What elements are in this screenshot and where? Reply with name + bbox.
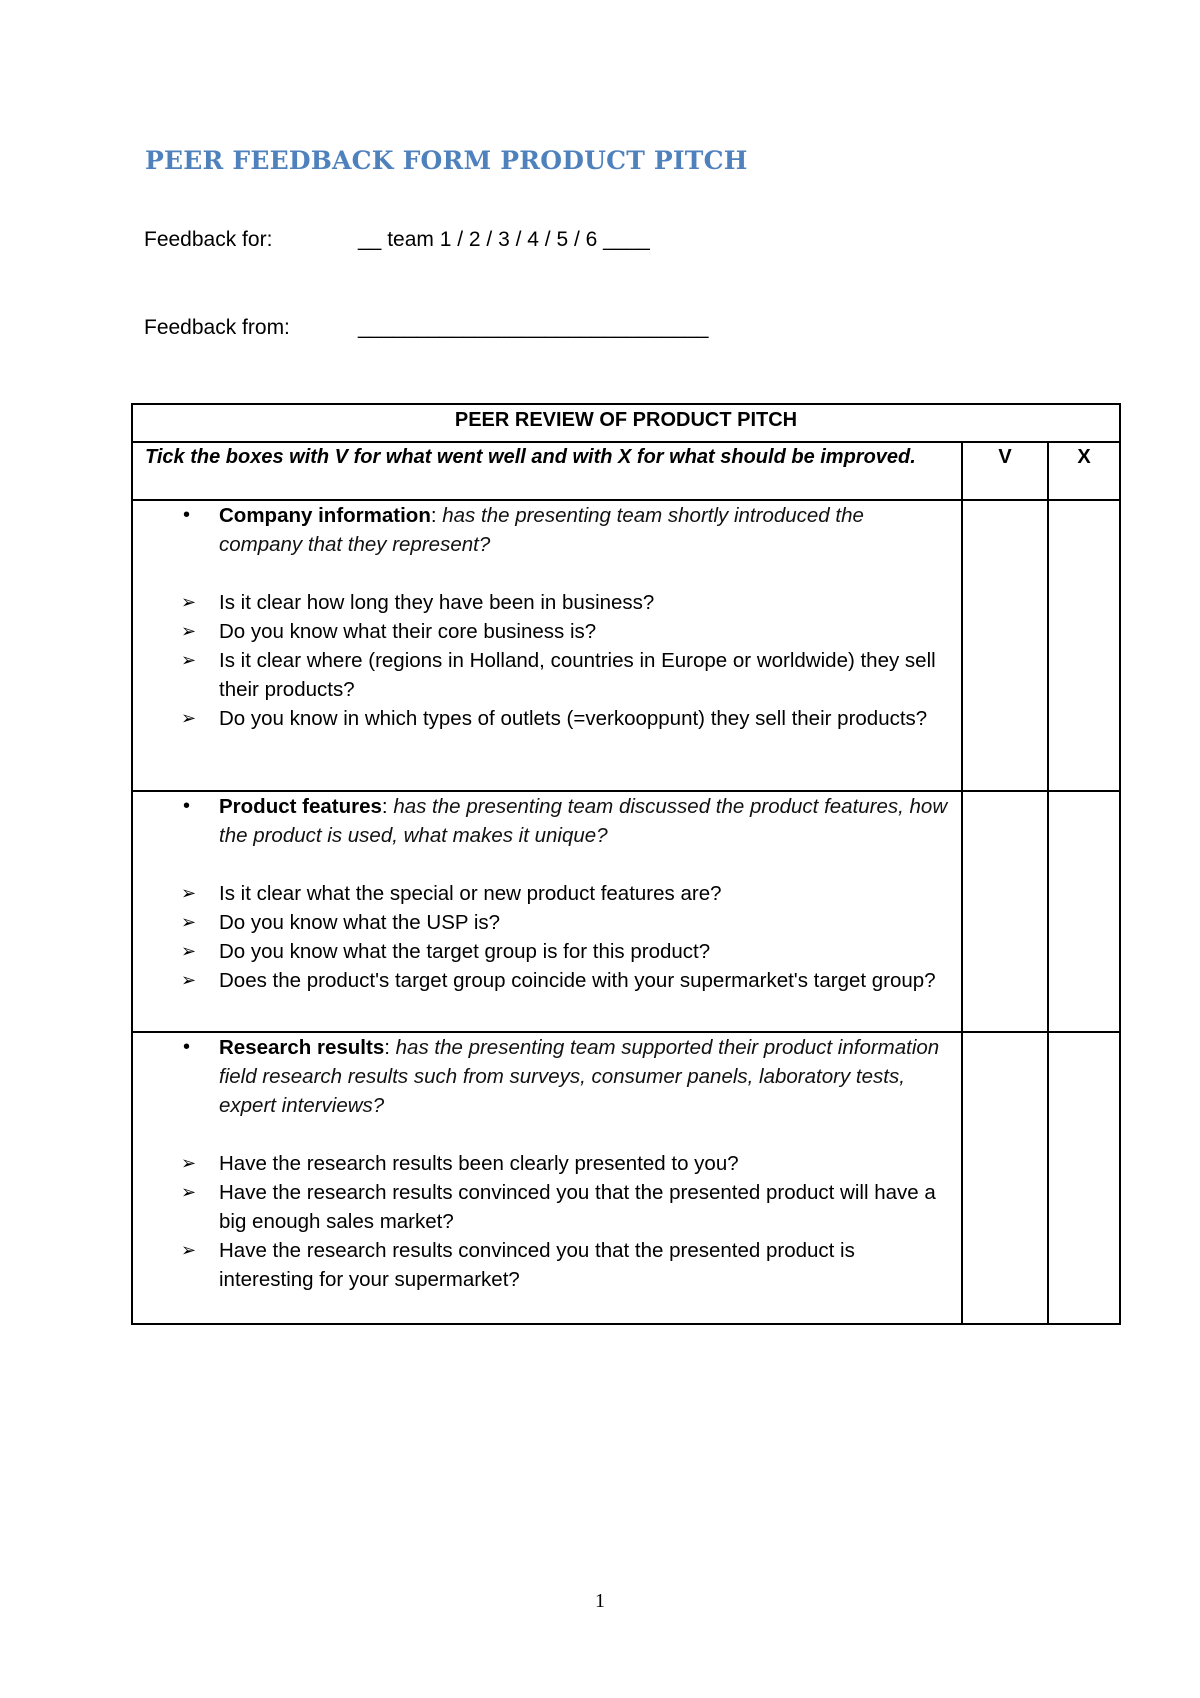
question-text: Is it clear how long they have been in business? [219,591,655,614]
page-title: PEER FEEDBACK FORM PRODUCT PITCH [145,146,748,175]
section-description: has the presenting team discussed the product features, how the product is used, what makes it unique? [219,795,948,847]
question-text: Have the research results been clearly presented to you? [219,1152,739,1175]
section-research-results [132,1032,962,1324]
question-text: Have the research results convinced you that the presented product will have a big enough sales market? [219,1181,936,1233]
feedback-from-row [144,316,708,340]
list-item [133,1236,951,1294]
arrow-bullet-icon: ➢ [181,592,197,612]
table-title-row [132,404,1120,442]
arrow-bullet-icon: ➢ [181,912,197,932]
table-instruction: Tick the boxes with V for what went well and with X for what should be improved. [132,442,962,500]
arrow-bullet-icon: ➢ [181,941,197,961]
section-description: has the presenting team supported their product information field research results such from surveys, consumer panels, laboratory tests, expert interviews? [219,1036,940,1117]
question-text: Do you know what the target group is for this product? [219,940,711,963]
section-name: Research results [219,1036,385,1059]
feedback-from-value[interactable]: ______________________________ [358,316,709,339]
arrow-bullet-icon: ➢ [181,708,197,728]
feedback-for-value[interactable]: __ team 1 / 2 / 3 / 4 / 5 / 6 ____ [358,228,650,251]
list-item [133,1149,951,1178]
list-item [133,966,951,995]
section-heading [133,1033,951,1120]
list-item [133,617,951,646]
question-list [133,588,951,733]
question-text: Is it clear what the special or new product features are? [219,882,722,905]
tick-box-x-research-results[interactable] [1048,1032,1120,1324]
tick-box-v-research-results[interactable] [962,1032,1048,1324]
question-text: Have the research results convinced you that the presented product is interesting for your supermarket? [219,1239,855,1291]
question-list [133,1149,951,1294]
section-row-research-results [132,1032,1120,1324]
question-text: Do you know what the USP is? [219,911,501,934]
column-header-x: X [1048,442,1120,500]
section-row-company-information [132,500,1120,791]
list-item [133,646,951,704]
section-name: Company information [219,504,431,527]
section-company-information [132,500,962,791]
list-item [133,879,951,908]
section-separator: : [384,1036,396,1059]
arrow-bullet-icon: ➢ [181,970,197,990]
list-item [133,937,951,966]
arrow-bullet-icon: ➢ [181,1182,197,1202]
table-title: PEER REVIEW OF PRODUCT PITCH [132,404,1120,442]
section-heading [133,792,951,850]
question-text: Do you know what their core business is? [219,620,597,643]
list-item [133,908,951,937]
table-header-row [132,442,1120,500]
feedback-from-label: Feedback from: [144,316,290,339]
section-product-features [132,791,962,1032]
arrow-bullet-icon: ➢ [181,883,197,903]
arrow-bullet-icon: ➢ [181,1153,197,1173]
feedback-for-label: Feedback for: [144,228,273,251]
tick-box-x-product-features[interactable] [1048,791,1120,1032]
bullet-icon: • [183,1036,191,1058]
arrow-bullet-icon: ➢ [181,621,197,641]
question-text: Do you know in which types of outlets (=verkooppunt) they sell their products? [219,707,928,730]
question-list [133,879,951,995]
tick-box-v-product-features[interactable] [962,791,1048,1032]
section-name: Product features [219,795,382,818]
section-row-product-features [132,791,1120,1032]
page-number: 1 [595,1590,605,1612]
tick-box-x-company-information[interactable] [1048,500,1120,791]
section-description: has the presenting team shortly introduced the company that they represent? [219,504,864,556]
bullet-icon: • [183,504,191,526]
section-separator: : [381,795,394,818]
question-text: Does the product's target group coincide with your supermarket's target group? [219,969,936,992]
arrow-bullet-icon: ➢ [181,1240,197,1260]
question-text: Is it clear where (regions in Holland, countries in Europe or worldwide) they sell their products? [219,649,936,701]
tick-box-v-company-information[interactable] [962,500,1048,791]
list-item [133,704,951,733]
column-header-v: V [962,442,1048,500]
feedback-for-row [144,228,650,252]
bullet-icon: • [183,795,191,817]
list-item [133,588,951,617]
section-separator: : [430,504,443,527]
list-item [133,1178,951,1236]
arrow-bullet-icon: ➢ [181,650,197,670]
section-heading [133,501,951,559]
peer-review-table [131,403,1121,1325]
